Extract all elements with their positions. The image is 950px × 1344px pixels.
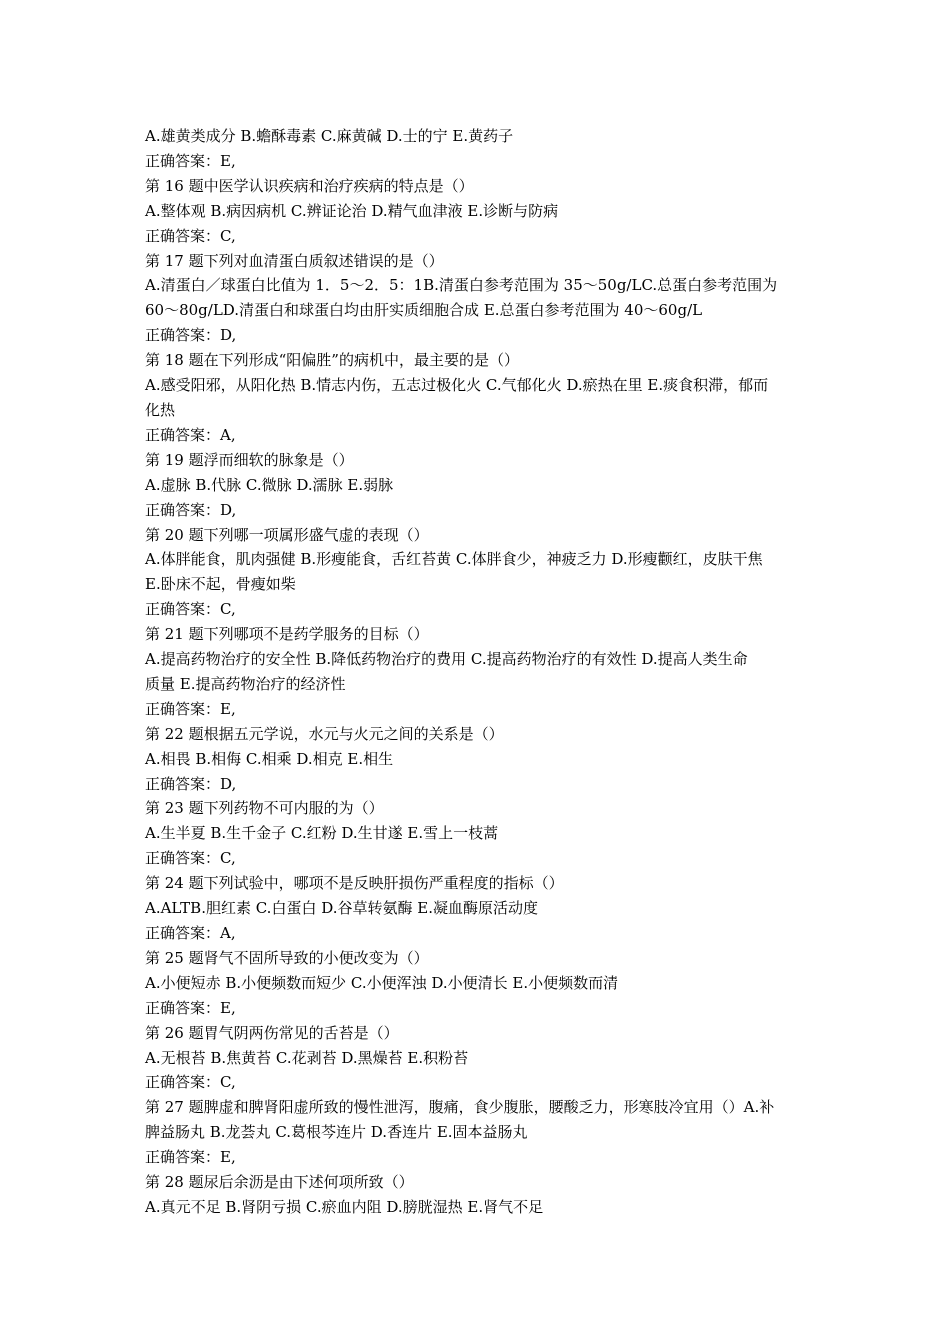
question-line: 第 23 题下列药物不可内服的为（）: [145, 799, 384, 818]
answer-line: 正确答案：E,: [145, 151, 236, 170]
question-line: 第 16 题中医学认识疾病和治疗疾病的特点是（）: [145, 176, 474, 195]
answer-line: 正确答案：D,: [145, 774, 237, 793]
question-line: 第 24 题下列试验中，哪项不是反映肝损伤严重程度的指标（）: [145, 874, 564, 893]
options-line: A.提高药物治疗的安全性 B.降低药物治疗的费用 C.提高药物治疗的有效性 D.提高人类生命: [145, 650, 748, 669]
options-line: A.虚脉 B.代脉 C.微脉 D.濡脉 E.弱脉: [145, 475, 394, 494]
answer-line: 正确答案：D,: [145, 326, 237, 345]
answer-line: 正确答案：E,: [145, 1148, 236, 1167]
question-line: 第 26 题胃气阴两伤常见的舌苔是（）: [145, 1023, 399, 1042]
document-page: [145, 124, 813, 1220]
options-line: A.整体观 B.病因病机 C.辨证论治 D.精气血津液 E.诊断与防病: [145, 201, 559, 220]
answer-line: 正确答案：C,: [145, 849, 236, 868]
question-line: 第 20 题下列哪一项属形盛气虚的表现（）: [145, 525, 429, 544]
question-line: 第 21 题下列哪项不是药学服务的目标（）: [145, 625, 429, 644]
answer-line: 正确答案：D,: [145, 500, 237, 519]
question-line: 第 28 题尿后余沥是由下述何项所致（）: [145, 1173, 414, 1192]
options-line: A.ALTB.胆红素 C.白蛋白 D.谷草转氨酶 E.凝血酶原活动度: [145, 899, 538, 918]
answer-line: 正确答案：C,: [145, 226, 236, 245]
answer-line: 正确答案：A,: [145, 425, 236, 444]
question-line: 第 25 题肾气不固所导致的小便改变为（）: [145, 948, 429, 967]
options-line: 60～80g/LD.清蛋白和球蛋白均由肝实质细胞合成 E.总蛋白参考范围为 40～60g/L: [145, 301, 703, 320]
options-line: A.感受阳邪，从阳化热 B.情志内伤，五志过极化火 C.气郁化火 D.瘀热在里 E.痰食积滞，郁而: [145, 376, 769, 395]
question-line: 第 19 题浮而细软的脉象是（）: [145, 450, 354, 469]
options-line: E.卧床不起，骨瘦如柴: [145, 575, 296, 594]
options-line: 化热: [145, 400, 176, 419]
options-line: 脾益肠丸 B.龙荟丸 C.葛根芩连片 D.香连片 E.固本益肠丸: [145, 1123, 528, 1142]
question-line: 第 17 题下列对血清蛋白质叙述错误的是（）: [145, 251, 444, 270]
answer-line: 正确答案：E,: [145, 998, 236, 1017]
options-line: A.无根苔 B.焦黄苔 C.花剥苔 D.黑燥苔 E.积粉苔: [145, 1048, 469, 1067]
question-line: 第 22 题根据五元学说，水元与火元之间的关系是（）: [145, 724, 504, 743]
answer-line: 正确答案：A,: [145, 924, 236, 942]
question-line: 第 18 题在下列形成“阳偏胜”的病机中，最主要的是（）: [145, 351, 519, 370]
text-line: A.雄黄类成分 B.蟾酥毒素 C.麻黄碱 D.士的宁 E.黄药子: [145, 127, 514, 145]
options-line: A.小便短赤 B.小便频数而短少 C.小便浑浊 D.小便清长 E.小便频数而清: [145, 973, 619, 992]
options-line: A.真元不足 B.肾阴亏损 C.瘀血内阻 D.膀胱湿热 E.肾气不足: [145, 1197, 544, 1216]
options-line: A.体胖能食，肌肉强健 B.形瘦能食，舌红苔黄 C.体胖食少，神疲乏力 D.形瘦颧红，皮肤干焦: [145, 550, 763, 569]
options-line: A.相畏 B.相侮 C.相乘 D.相克 E.相生: [145, 749, 394, 768]
answer-line: 正确答案：C,: [145, 600, 236, 619]
question-line: 第 27 题脾虚和脾肾阳虚所致的慢性泄泻，腹痛，食少腹胀，腰酸乏力，形寒肢冷宜用（）A.补: [145, 1098, 775, 1117]
options-line: A.生半夏 B.生千金子 C.红粉 D.生甘遂 E.雪上一枝蒿: [145, 824, 499, 843]
answer-line: 正确答案：C,: [145, 1073, 236, 1092]
answer-line: 正确答案：E,: [145, 699, 236, 718]
options-line: 质量 E.提高药物治疗的经济性: [145, 674, 346, 693]
options-line: A.清蛋白／球蛋白比值为 1．5～2．5：1B.清蛋白参考范围为 35～50g/LC.总蛋白参考范围为: [145, 276, 778, 295]
